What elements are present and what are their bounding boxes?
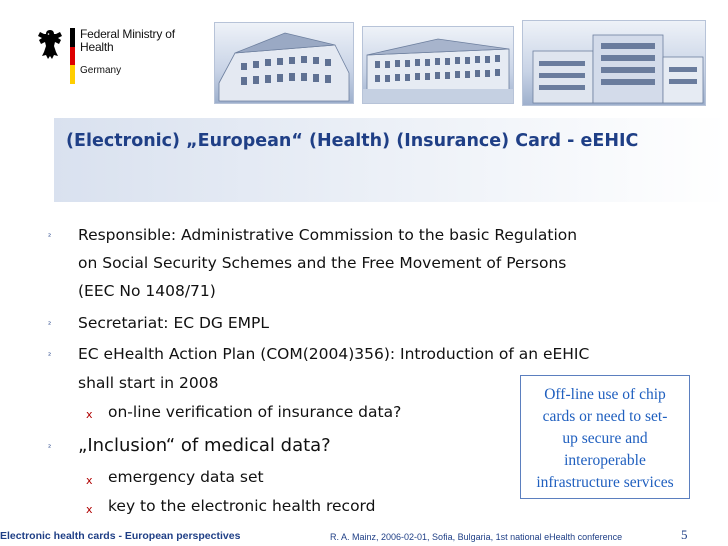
bullet-3-line-1: EC eHealth Action Plan (COM(2004)356): Introduction of an eEHIC xyxy=(78,345,590,363)
callout-line: cards or need to set- xyxy=(542,408,668,425)
building-photo-3 xyxy=(522,20,706,106)
slide-title: (Electronic) „European“ (Health) (Insurance) Card - eEHIC xyxy=(66,131,639,151)
bullet-marker: ² xyxy=(48,443,52,452)
bullet-marker: ² xyxy=(48,320,52,329)
flag-black-stripe xyxy=(70,28,75,47)
callout-line: interoperable xyxy=(564,452,646,469)
building-photo-1 xyxy=(214,22,354,104)
bullet-marker: ² xyxy=(48,351,52,360)
bullet-4-sub-1: emergency data set xyxy=(108,468,264,486)
ministry-name xyxy=(80,28,175,54)
bullet-1-line-3: (EEC No 1408/71) xyxy=(78,282,216,300)
bullet-2-line-1: Secretariat: EC DG EMPL xyxy=(78,314,270,332)
bullet-marker: ² xyxy=(48,232,52,241)
callout-line: infrastructure services xyxy=(536,474,674,491)
bullet-3-line-2: shall start in 2008 xyxy=(78,374,219,392)
bullet-3-sub-1: on-line verification of insurance data? xyxy=(108,403,402,421)
ministry-line-2: Health xyxy=(80,40,114,54)
ministry-line-1: Federal Ministry of xyxy=(80,27,175,41)
bullet-4-line-1: „Inclusion“ of medical data? xyxy=(78,435,331,456)
callout-line: up secure and xyxy=(562,430,648,447)
page-number: 5 xyxy=(681,527,688,542)
flag-gold-stripe xyxy=(70,65,75,84)
sub-bullet-marker: x xyxy=(86,408,93,421)
callout-line: Off-line use of chip xyxy=(544,386,666,403)
callout-box xyxy=(520,375,690,499)
flag-red-stripe xyxy=(70,47,75,66)
sub-bullet-marker: x xyxy=(86,474,93,487)
bullet-4-sub-2: key to the electronic health record xyxy=(108,497,376,515)
footer-credit: R. A. Mainz, 2006-02-01, Sofia, Bulgaria, 1st national eHealth conference xyxy=(330,532,623,542)
federal-eagle-icon xyxy=(36,28,64,62)
bullet-1-line-2: on Social Security Schemes and the Free Movement of Persons xyxy=(78,254,567,272)
bullet-1-line-1: Responsible: Administrative Commission to the basic Regulation xyxy=(78,226,578,244)
callout-text xyxy=(521,384,689,494)
country-label: Germany xyxy=(80,65,122,76)
sub-bullet-marker: x xyxy=(86,503,93,516)
building-photo-2 xyxy=(362,26,514,104)
ministry-logo xyxy=(36,28,176,84)
german-flag xyxy=(70,28,75,84)
footer-title: Electronic health cards - European perspectives xyxy=(0,530,241,542)
